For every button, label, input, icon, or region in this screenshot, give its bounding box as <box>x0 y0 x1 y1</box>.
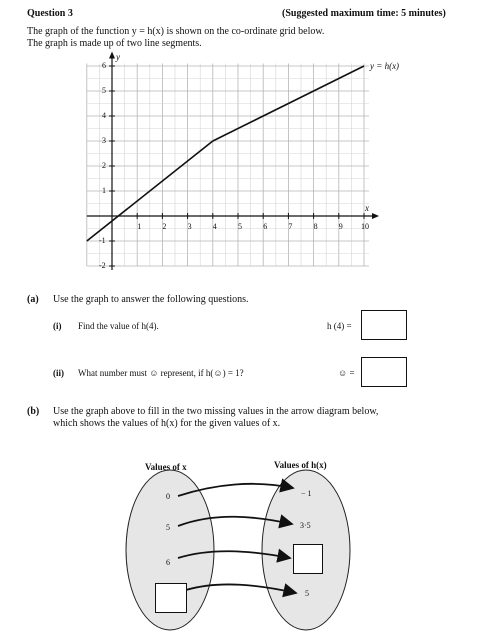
part-a-i-text: Find the value of h(4). <box>78 321 159 331</box>
y-axis-label: y <box>116 52 120 62</box>
x-tick-label: 6 <box>263 222 268 231</box>
part-a-label: (a) <box>27 294 39 305</box>
right-value-0: − 1 <box>301 489 312 498</box>
part-b-line-2: which shows the values of h(x) for the given values of x. <box>53 418 281 429</box>
x-tick-label: 4 <box>212 222 217 231</box>
right-title: Values of h(x) <box>274 460 327 470</box>
part-b-line-1: Use the graph above to fill in the two missing values in the arrow diagram below, <box>53 406 379 417</box>
part-a-ii-text: What number must ☺ represent, if h(☺) = 1? <box>78 368 244 378</box>
right-value-1: 3·5 <box>300 521 311 530</box>
y-tick-label: 3 <box>102 136 106 145</box>
left-value-0: 0 <box>166 492 170 501</box>
x-tick-label: 8 <box>313 222 318 231</box>
part-b-label: (b) <box>27 406 40 417</box>
x-tick-label: 7 <box>288 222 293 231</box>
y-tick-label: -2 <box>99 261 106 270</box>
y-tick-label: 2 <box>102 161 106 170</box>
x-tick-label: 1 <box>137 222 142 231</box>
y-tick-label: -1 <box>99 236 106 245</box>
left-missing-box[interactable] <box>155 583 187 613</box>
y-tick-label: 4 <box>102 111 106 120</box>
y-tick-label: 1 <box>102 186 106 195</box>
right-missing-box[interactable] <box>293 544 323 574</box>
curve-label: y = h(x) <box>370 61 400 71</box>
left-value-1: 5 <box>166 523 170 532</box>
left-value-2: 6 <box>166 558 170 567</box>
x-tick-label: 3 <box>187 222 192 231</box>
x-tick-label: 9 <box>338 222 343 231</box>
smiley-answer-label: ☺ = <box>338 368 355 378</box>
x-tick-label: 5 <box>238 222 242 231</box>
time-note: (Suggested maximum time: 5 minutes) <box>282 8 446 19</box>
intro-line-2: The graph is made up of two line segments. <box>27 38 202 49</box>
h4-answer-label: h (4) = <box>327 321 352 331</box>
question-title: Question 3 <box>27 8 73 19</box>
x-axis-label: x <box>365 203 369 213</box>
intro-line-1: The graph of the function y = h(x) is shown on the co-ordinate grid below. <box>27 26 325 37</box>
y-tick-label: 5 <box>102 86 106 95</box>
y-tick-label: 6 <box>102 61 106 70</box>
left-title: Values of x <box>145 462 187 472</box>
part-a-i-label: (i) <box>53 321 62 331</box>
part-a-text: Use the graph to answer the following questions. <box>53 294 249 305</box>
x-tick-label: 2 <box>162 222 167 231</box>
part-a-ii-label: (ii) <box>53 368 64 378</box>
right-value-2: 5 <box>305 589 309 598</box>
x-tick-label: 10 <box>361 222 369 231</box>
